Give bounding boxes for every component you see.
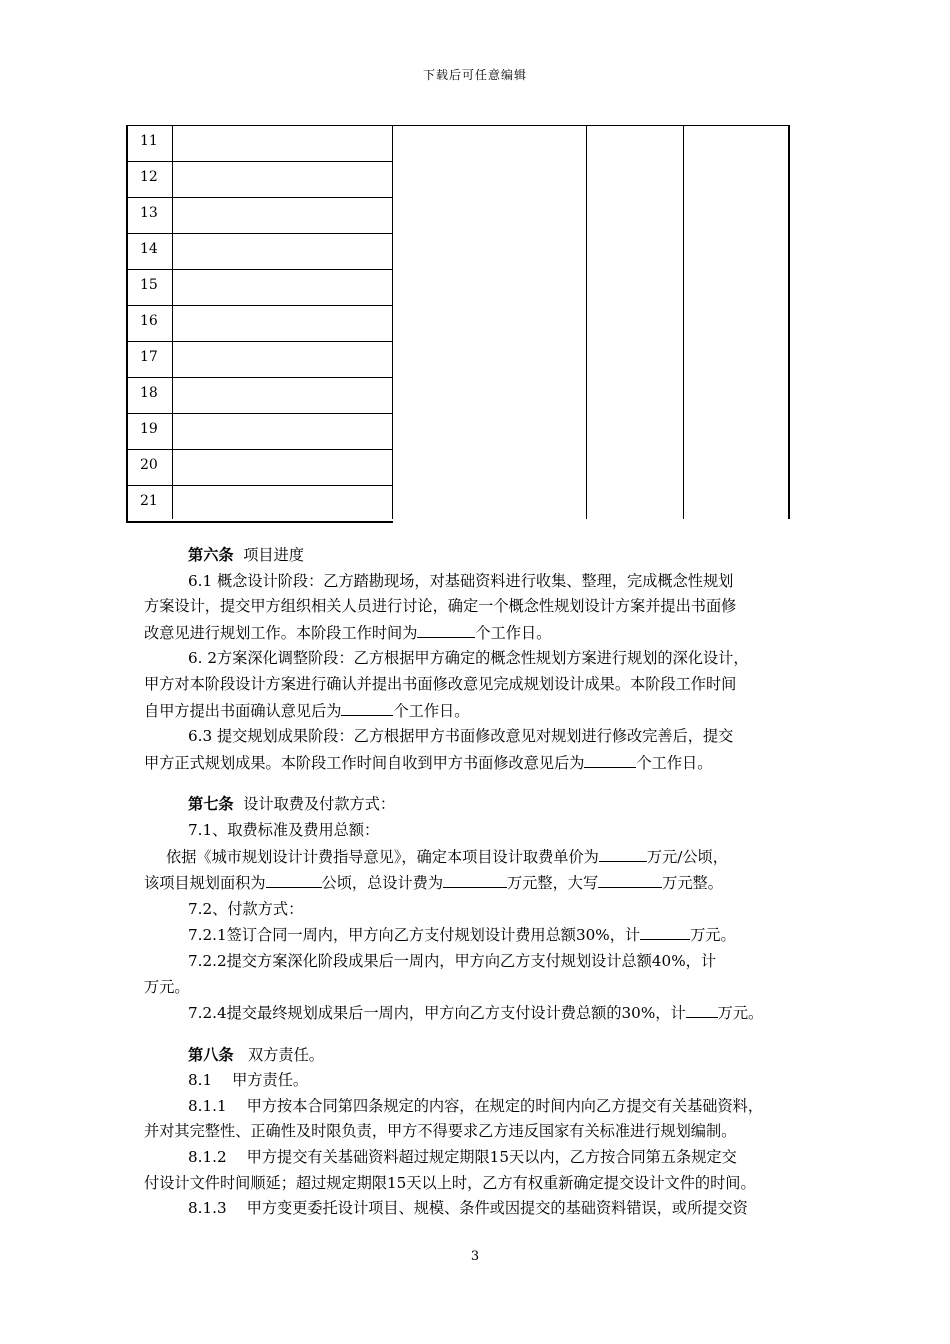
table-row xyxy=(126,449,393,486)
text-fragment: 自甲方提出书面确认意见后为 xyxy=(144,701,342,720)
text-fragment: 万元。 xyxy=(717,1004,764,1023)
row-number: 16 xyxy=(140,313,158,329)
paragraph-line xyxy=(144,844,808,871)
paragraph-line xyxy=(144,620,808,647)
paragraph-line xyxy=(144,1000,808,1027)
paragraph-line: 7.1、取费标准及费用总额： xyxy=(188,820,380,839)
text-fragment: 依据《城市规划设计计费指导意见》，确定本项目设计取费单价为 xyxy=(166,847,599,866)
table-row xyxy=(126,233,393,270)
text-fragment: 万元/公顷， xyxy=(646,847,728,866)
row-number: 14 xyxy=(140,241,158,257)
fill-blank xyxy=(599,844,647,862)
article6-title: 第六条 xyxy=(188,546,234,564)
table-row xyxy=(126,125,393,162)
fill-blank xyxy=(640,922,690,940)
text-fragment: 个工作日。 xyxy=(475,623,552,642)
page-number: 3 xyxy=(470,1249,480,1264)
article7-subtitle: 设计取费及付款方式： xyxy=(243,795,396,814)
row-number: 11 xyxy=(140,133,158,149)
table-row xyxy=(126,197,393,234)
paragraph-line: 付设计文件时间顺延；超过规定期限15天以上时，乙方有权重新确定提交设计文件的时间。 xyxy=(144,1173,756,1192)
paragraph-line: 6. 2方案深化调整阶段：乙方根据甲方确定的概念性规划方案进行规划的深化设计， xyxy=(188,649,749,668)
paragraph-line xyxy=(144,922,808,949)
paragraph-line: 方案设计，提交甲方组织相关人员进行讨论，确定一个概念性规划设计方案并提出书面修 xyxy=(144,597,737,616)
table-col-divider xyxy=(586,125,587,519)
article7-heading xyxy=(144,792,808,818)
text-fragment: 万元。 xyxy=(690,926,736,945)
paragraph-line xyxy=(144,750,808,777)
text-fragment: 个工作日。 xyxy=(393,701,470,720)
text-fragment: 7.2.4提交最终规划成果后一周内，甲方向乙方支付设计费总额的30%，计 xyxy=(188,1004,686,1023)
row-number: 15 xyxy=(140,277,158,293)
paragraph-line: 8.1.1 甲方按本合同第四条规定的内容，在规定的时间内向乙方提交有关基础资料， xyxy=(188,1096,764,1115)
row-number: 18 xyxy=(140,385,158,401)
document-body xyxy=(144,543,808,1222)
row-number: 13 xyxy=(140,205,158,221)
fill-blank xyxy=(341,698,393,716)
text-fragment: 万元整。 xyxy=(662,874,723,893)
table-row xyxy=(126,413,393,450)
text-fragment: 个工作日。 xyxy=(636,753,713,772)
table-row xyxy=(126,305,393,342)
article6-heading xyxy=(144,543,808,569)
paragraph-line: 甲方对本阶段设计方案进行确认并提出书面修改意见完成规划设计成果。本阶段工作时间 xyxy=(144,674,737,693)
article8-heading xyxy=(144,1043,808,1069)
table-col-divider xyxy=(683,125,684,519)
table-row xyxy=(126,485,393,523)
fill-blank xyxy=(584,750,636,768)
fill-blank xyxy=(686,1000,718,1018)
table-row xyxy=(126,161,393,198)
table-border-right xyxy=(788,125,790,519)
text-fragment: 甲方正式规划成果。本阶段工作时间自收到甲方书面修改意见后为 xyxy=(144,753,585,772)
text-fragment: 改意见进行规划工作。本阶段工作时间为 xyxy=(144,623,418,642)
row-number: 19 xyxy=(140,421,158,437)
paragraph-line: 6.1 概念设计阶段：乙方踏勘现场，对基础资料进行收集、整理，完成概念性规划 xyxy=(188,571,734,590)
paragraph-line: 6.3 提交规划成果阶段：乙方根据甲方书面修改意见对规划进行修改完善后，提交 xyxy=(188,727,734,746)
paragraph-line: 8.1.2 甲方提交有关基础资料超过规定期限15天以内，乙方按合同第五条规定交 xyxy=(188,1148,737,1167)
text-fragment: 7.2.1签订合同一周内，甲方向乙方支付规划设计费用总额30%，计 xyxy=(188,926,641,945)
article8-title: 第八条 xyxy=(188,1045,234,1064)
fill-blank xyxy=(417,620,475,638)
table-row xyxy=(126,377,393,414)
row-number: 21 xyxy=(140,493,158,509)
article6-subtitle: 项目进度 xyxy=(243,546,304,564)
paragraph-line: 8.1.3 甲方变更委托设计项目、规模、条件或因提交的基础资料错误，或所提交资 xyxy=(188,1199,748,1218)
fill-blank xyxy=(266,870,322,888)
text-fragment: 该项目规划面积为 xyxy=(144,874,266,893)
paragraph-line xyxy=(144,870,808,897)
paragraph-line: 万元。 xyxy=(144,977,190,996)
table-row xyxy=(126,269,393,306)
table-row xyxy=(126,341,393,378)
row-number: 17 xyxy=(140,349,158,365)
article8-subtitle: 双方责任。 xyxy=(248,1045,324,1064)
paragraph-line: 并对其完整性、正确性及时限负责，甲方不得要求乙方违反国家有关标准进行规划编制。 xyxy=(144,1122,737,1141)
text-fragment: 公顷，总设计费为 xyxy=(321,874,443,893)
row-number: 20 xyxy=(140,457,158,473)
row-number: 12 xyxy=(140,169,158,185)
fill-blank xyxy=(598,870,662,888)
paragraph-line: 7.2、付款方式： xyxy=(188,899,304,918)
paragraph-line xyxy=(144,698,808,725)
article7-title: 第七条 xyxy=(188,795,234,814)
fill-blank xyxy=(443,870,507,888)
schedule-table xyxy=(126,125,790,520)
page-header: 下载后可任意编辑 xyxy=(422,68,527,82)
paragraph-line: 8.1 甲方责任。 xyxy=(188,1071,309,1090)
text-fragment: 万元整，大写 xyxy=(507,874,599,893)
paragraph-line: 7.2.2提交方案深化阶段成果后一周内，甲方向乙方支付规划设计总额40%，计 xyxy=(188,951,717,970)
